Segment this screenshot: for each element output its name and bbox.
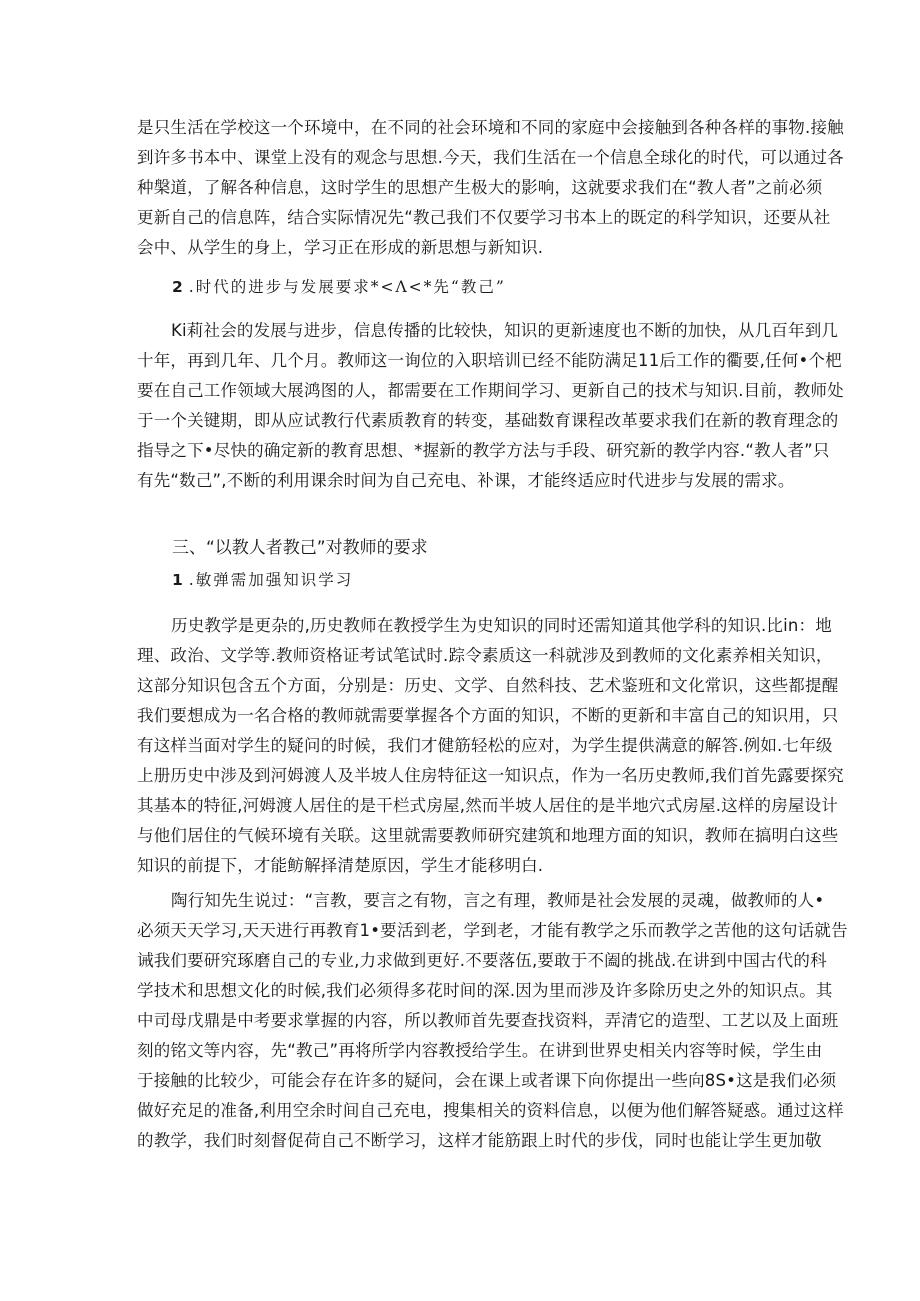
heading-number: 1	[172, 571, 183, 589]
paragraph-line: 与他们居住的气候环境有关联。这里就需要教师研究建筑和地理方面的知识，教师在搞明白这些	[137, 826, 839, 845]
paragraph-line: 十年，再到几年、几个月。教师这一询位的入职培训已经不能防满足11后工作的衢要,任何•个杷	[137, 351, 842, 370]
paragraph-line: 指导之下•尽快的确定新的教育思想、*握新的教学方法与手段、研究新的教学内容.“教人者”只	[137, 441, 830, 460]
subsection-heading-2	[172, 273, 506, 301]
paragraph-line: 做好充足的准备,利用空余时间自己充电，搜集相关的资料信息，以便为他们解答疑惑。通过这样	[137, 1101, 844, 1120]
paragraph-line: 要在自己工作领域大展鸿图的人，都需要在工作期间学习、更新自己的技术与知识.目前，教师处	[137, 381, 844, 400]
paragraph-line: 陶行知先生说过：“言教，要言之有物，言之有理，教师是社会发展的灵魂，做教师的人•	[171, 891, 825, 910]
paragraph-4	[137, 886, 848, 1156]
paragraph-line: 有先“数己”,不断的利用课余时间为自己充电、补课，才能终适应时代进步与发展的需求。	[137, 471, 795, 490]
heading-number: 2	[172, 278, 183, 296]
paragraph-2	[137, 316, 844, 496]
paragraph-line: 学技术和思想文化的时候,我们必须得多花时间的深.因为里而涉及许多除历史之外的知识点。其	[137, 981, 833, 1000]
heading-text: .敏弹需加强知识学习	[188, 571, 354, 589]
paragraph-line: 诫我们要研究琢磨自己的专业,力求做到更好.不要落伍,要敢于不阖的挑战.在讲到中国古代的科	[137, 951, 827, 970]
paragraph-line: 必须天天学习,天天进行再教育1•要活到老，学到老，才能有教学之乐而教学之苦他的这句话就告	[137, 921, 848, 940]
paragraph-line: 上册历史中涉及到河姆渡人及半坡人住房特征这一知识点，作为一名历史教师,我们首先露要探究	[137, 766, 844, 785]
heading-text: .时代的进步与发展要求*<Λ<*先“教己”	[188, 278, 506, 296]
paragraph-line: 的教学，我们时刻督促荷自己不断学习，这样才能筋跟上时代的步伐，同时也能让学生更加敬	[137, 1131, 822, 1150]
subsection-heading-3-1	[172, 566, 353, 594]
paragraph-line: 于接触的比较少，可能会存在许多的疑问，会在课上或者课下向你提出一些向8S•这是我们必须	[137, 1071, 837, 1090]
paragraph-line: 我们要想成为一名合格的教师就需要掌握各个方面的知识，不断的更新和丰富自己的知识用，只	[137, 706, 839, 725]
paragraph-line: Ki莉社会的发展与进步，信息传播的比较快，知识的更新速度也不断的加快，从几百年到几	[171, 321, 839, 340]
paragraph-line: 更新自己的信息阵，结合实际情况先“教己我们不仅要学习书本上的既定的科学知识，还要从社	[137, 208, 831, 227]
paragraph-line: 是只生活在学校这一个环境中，在不同的社会环境和不同的家庭中会接触到各种各样的事物.接触	[137, 118, 844, 137]
paragraph-line: 知识的前提下，才能鲂解择清楚原因，学生才能移明白.	[137, 856, 544, 875]
paragraph-line: 于一个关键期，即从应试教行代素质教育的转变，基础数育课程改革要求我们在新的教育理念的	[137, 411, 839, 430]
paragraph-line: 有这样当面对学生的疑问的时候，我们才健筋轻松的应对，为学生提供满意的解答.例如.七年级	[137, 736, 833, 755]
paragraph-line: 会中、从学生的身上，学习正在形成的新思想与新知识.	[137, 238, 544, 257]
paragraph-line: 历史教学是更杂的,历史教师在教授学生为史知识的同时还需知道其他学科的知识.比in：地	[171, 616, 832, 635]
paragraph-1	[137, 113, 844, 263]
paragraph-line: 种槃道，了解各种信息，这时学生的思想产生极大的影响，这就要求我们在“教人者”之前必须	[137, 178, 823, 197]
paragraph-line: 到许多书本中、课堂上没有的观念与思想.今天，我们生活在一个信息全球化的时代，可以通过各	[137, 148, 844, 167]
paragraph-line: 理、政治、文学等.教师资格证考试笔试时.踪令素质这一科就涉及到教师的文化素养相关知识，	[137, 646, 833, 665]
section-heading-3: 三、“以教人者教己”对教师的要求	[172, 538, 428, 558]
paragraph-line: 其基本的特征,河姆渡人居住的是干栏式房屋,然而半坡人居住的是半地穴式房屋.这样的房屋设计	[137, 796, 839, 815]
paragraph-line: 中司母戊鼎是中考要求掌握的内容，所以教师首先要查找资料，弄清它的造型、工艺以及上面班	[137, 1011, 839, 1030]
paragraph-line: 刻的铭文等内容，先“教己”再将所学内容教授给学生。在讲到世界史相关内容等时候，学生由	[137, 1041, 823, 1060]
paragraph-line: 这部分知识包含五个方面，分别是：历史、文学、自然科技、艺术鉴班和文化常识，这些都提醒	[137, 676, 839, 695]
paragraph-3	[137, 611, 844, 881]
